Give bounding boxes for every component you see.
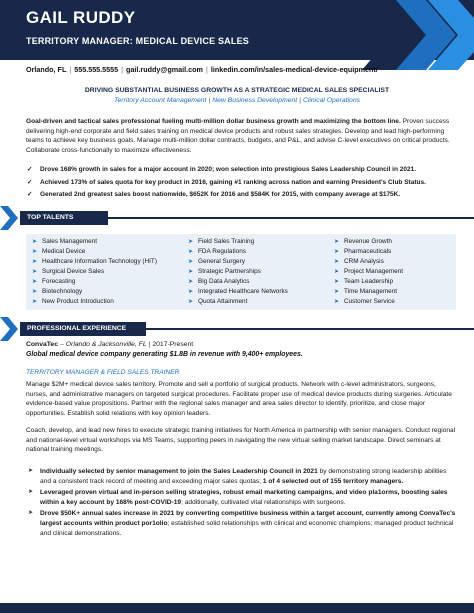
arrow-icon: ➤ bbox=[334, 279, 340, 285]
arrow-icon: ➤ bbox=[32, 279, 38, 285]
talent-item: ➤ Time Management bbox=[334, 288, 398, 295]
arrow-icon: ➤ bbox=[334, 259, 340, 265]
candidate-title: TERRITORY MANAGER: MEDICAL DEVICE SALES bbox=[26, 36, 249, 46]
job-achievements bbox=[26, 467, 456, 540]
job-dates: 2017-Present bbox=[152, 341, 194, 348]
check-icon: ✓ bbox=[27, 191, 33, 198]
talents-col-2 bbox=[188, 237, 288, 307]
arrow-icon: ➤ bbox=[28, 510, 34, 517]
arrow-icon: ➤ bbox=[334, 299, 340, 305]
job-achievement-item: ➤ Individually selected by senior management to join the Sales Leadership Council in 2021 by demonstrating strong leadership abilities and a consistent track record of meeting and exceeding major sales quotas; 1 of 4 selected out of 155 territory managers. bbox=[28, 468, 447, 485]
talents-col-1 bbox=[32, 237, 157, 307]
talent-item: ➤ FDA Regulations bbox=[188, 248, 246, 255]
arrow-icon: ➤ bbox=[28, 468, 34, 474]
headline: DRIVING SUBSTANTIAL BUSINESS GROWTH AS A STRATEGIC MEDICAL SALES SPECIALIST bbox=[84, 87, 390, 94]
talents-col-3 bbox=[334, 237, 403, 307]
contact-line: Orlando, FL | 555.555.5555 | gail.ruddy@gmail.com | linkedin.com/in/sales-medical-device-equipment/ bbox=[26, 65, 378, 74]
section-title: TOP TALENTS bbox=[20, 211, 108, 225]
talent-item: ➤ Integrated Healthcare Networks bbox=[188, 288, 288, 295]
arrow-icon: ➤ bbox=[188, 269, 194, 275]
job-achievement-item: ➤ Leveraged proven virtual and in-person selling strategies, robust email marketing campaigns, and video pla1orms, boosting sales within a key account by 168% post-COVID-19; additionally, cultivated vital relationships with surgeons. bbox=[28, 489, 448, 506]
talent-item: ➤ General Surgery bbox=[188, 258, 245, 265]
section-heading-experience bbox=[0, 322, 474, 336]
talent-item: ➤ Customer Service bbox=[334, 298, 395, 305]
talent-item: ➤ Healthcare Information Technology (HIT) bbox=[32, 258, 157, 265]
arrow-icon: ➤ bbox=[188, 299, 194, 305]
arrow-icon: ➤ bbox=[334, 289, 340, 295]
job-location: Orlando & Jacksonville, FL bbox=[65, 341, 147, 348]
contact-phone: 555.555.5555 bbox=[74, 65, 119, 74]
talent-item: ➤ Big Data Analytics bbox=[188, 278, 250, 285]
candidate-name: GAIL RUDDY bbox=[26, 8, 136, 27]
arrow-icon: ➤ bbox=[28, 489, 34, 496]
talent-item: ➤ Biotechnology bbox=[32, 288, 83, 295]
talent-item: ➤ CRM Analysis bbox=[334, 258, 384, 265]
subhead-item: New Business Development bbox=[212, 97, 298, 104]
arrow-icon: ➤ bbox=[334, 269, 340, 275]
arrow-icon: ➤ bbox=[188, 289, 194, 295]
arrow-icon: ➤ bbox=[32, 269, 38, 275]
achievements-list bbox=[26, 165, 456, 203]
achievement-item: ✓ Drove 168% growth in sales for a major account in 2020; won selection into prestigious Sales Leadership Council in 2021. bbox=[27, 166, 417, 173]
summary-body: Proven success delivering high-end corporate and field sales training on medical device products and robust sales strategies. Develop and lead high-performing teams to achieve key business goals. Manage multi-million dollar contracts, budgets, and P&L, and advise C-level executives on critical products. Collaborate cross-functionally to maximize effectiveness. bbox=[26, 118, 450, 154]
arrow-icon: ➤ bbox=[188, 279, 194, 285]
summary bbox=[26, 117, 454, 155]
talents-box bbox=[26, 234, 456, 310]
arrow-icon: ➤ bbox=[32, 249, 38, 255]
subheadline: Territory Account Management | New Business Development | Clinical Operations bbox=[113, 97, 361, 104]
arrow-icon: ➤ bbox=[32, 239, 38, 245]
check-icon: ✓ bbox=[27, 166, 33, 173]
talent-item: ➤ Field Sales Training bbox=[188, 238, 255, 245]
summary-lead: Goal-driven and tactical sales professional fueling multi-million dollar business growth and maximizing the bottom line. bbox=[26, 118, 401, 125]
talent-item: ➤ Strategic Partnerships bbox=[188, 268, 261, 275]
talent-item: ➤ Pharmaceuticals bbox=[334, 248, 392, 255]
contact-email[interactable]: gail.ruddy@gmail.com bbox=[126, 65, 203, 74]
check-icon: ✓ bbox=[27, 178, 33, 186]
job-description-2: Coach, develop, and lead new hires to execute strategic training initiatives for North America in partnership with senior managers. Conduct regional and national-level virtual workshops via MS Teams, supporting peers in navigating the new virtual selling market landscape. Direct seminars at national training meetings. bbox=[26, 427, 456, 454]
talent-item: ➤ Medical Device bbox=[32, 248, 86, 255]
talent-item: ➤ Project Management bbox=[334, 268, 403, 275]
subhead-item: Territory Account Management bbox=[113, 97, 207, 104]
subhead-item: Clinical Operations bbox=[302, 97, 361, 104]
section-heading-talents bbox=[0, 211, 474, 225]
talent-item: ➤ New Product Introduction bbox=[32, 298, 114, 305]
contact-linkedin[interactable]: linkedin.com/in/sales-medical-device-equipment/ bbox=[210, 65, 378, 74]
arrow-icon: ➤ bbox=[32, 289, 38, 295]
job-role: TERRITORY MANAGER & FIELD SALES TRAINER bbox=[26, 369, 180, 376]
header-chevron-icon bbox=[362, 0, 474, 70]
arrow-icon: ➤ bbox=[32, 259, 38, 265]
talent-item: ➤ Sales Management bbox=[32, 238, 98, 245]
talent-item: ➤ Revenue Growth bbox=[334, 238, 392, 245]
arrow-icon: ➤ bbox=[334, 249, 340, 255]
footer-bar bbox=[0, 603, 474, 613]
achievement-item: ✓ Achieved 173% of sales quota for key product in 2016, gaining #1 ranking across nation and earning President's Club Status. bbox=[27, 178, 426, 186]
contact-location: Orlando, FL bbox=[26, 65, 67, 74]
section-title: PROFESSIONAL EXPERIENCE bbox=[20, 322, 146, 336]
talent-item: ➤ Surgical Device Sales bbox=[32, 268, 105, 275]
talent-item: ➤ Forecasting bbox=[32, 278, 76, 285]
talent-item: ➤ Quota Attainment bbox=[188, 298, 248, 305]
arrow-icon: ➤ bbox=[188, 239, 194, 245]
achievement-item: ✓ Generated 2nd greatest sales boost nationwide, $652K for 2016 and $584K for 2015, with company average at $175K. bbox=[27, 191, 401, 198]
company-name: ConvaTec bbox=[26, 341, 58, 348]
company-tagline: Global medical device company generating $1.8B in revenue with 9,400+ employees. bbox=[26, 351, 303, 358]
arrow-icon: ➤ bbox=[188, 249, 194, 255]
job-achievement-item: ➤ Drove $50K+ annual sales increase in 2021 by converting competitive business within a target account, currently among ConvaTec's largest accounts within product por1olio; established solid relationships with clinical and economic champions; managed product technical and clinical demonstrations. bbox=[28, 510, 456, 537]
arrow-icon: ➤ bbox=[334, 239, 340, 245]
job-company-line: ConvaTec – Orlando & Jacksonville, FL | 2017-Present bbox=[26, 341, 194, 348]
arrow-icon: ➤ bbox=[32, 299, 38, 305]
arrow-icon: ➤ bbox=[188, 259, 194, 265]
talent-item: ➤ Team Leadership bbox=[334, 278, 394, 285]
job-description-1: Manage $2M+ medical device sales territory. Promote and sell a portfolio of surgical products. Network with c-level administrators, surgeons, nurses, and administrative managers on targeted surgical procedures. Facilitate proper use of medical device products during surgeries. Articulate evidence-based value propositions. Partner with the regional sales manager and area sales director to identify, prioritize, and close major opportunities. Establish solid relations with key opinion leaders. bbox=[26, 381, 452, 417]
